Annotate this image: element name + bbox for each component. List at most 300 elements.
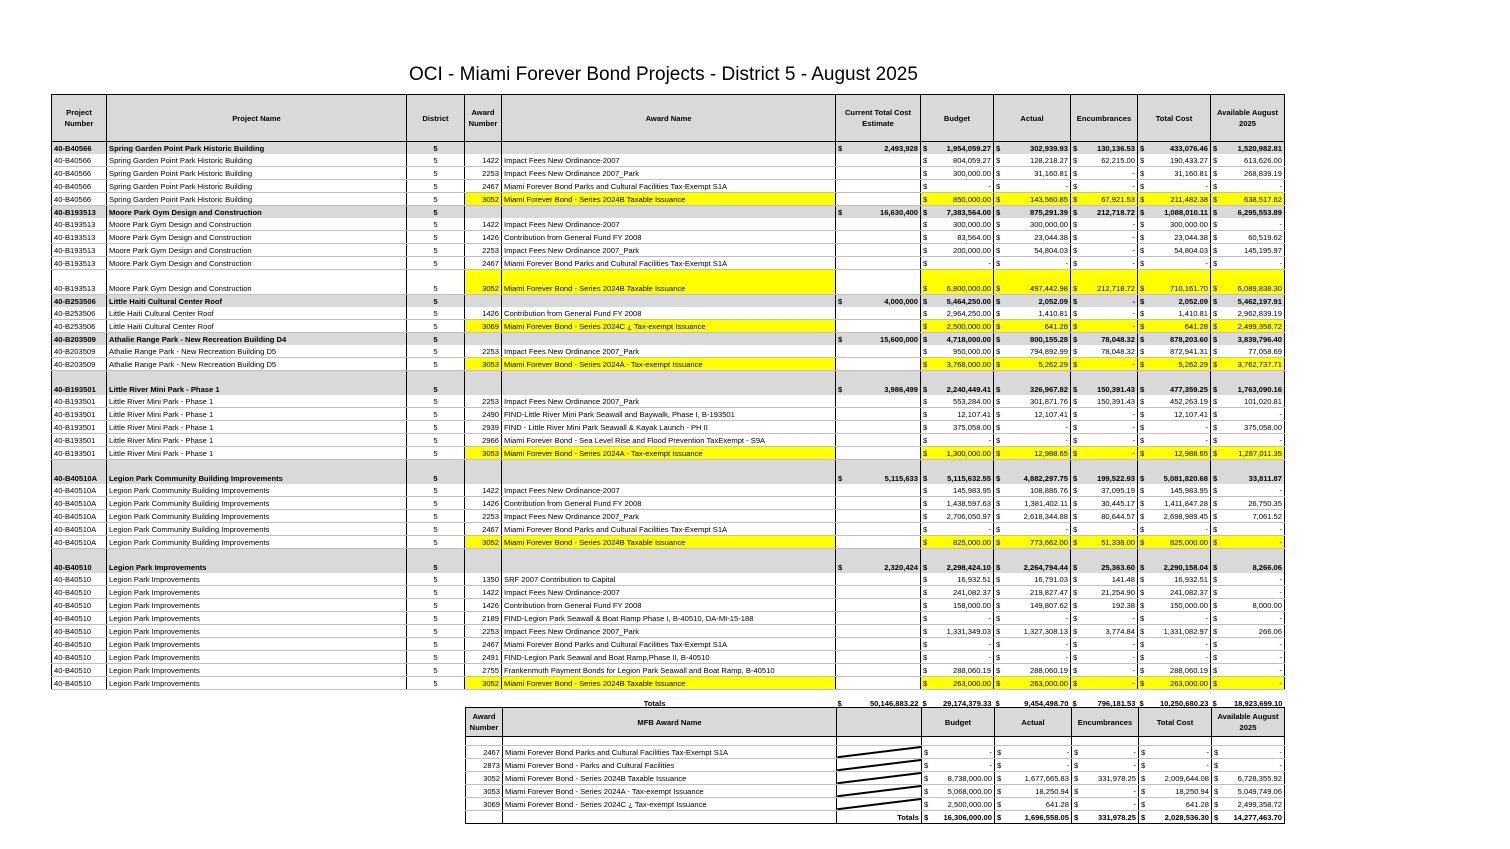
- project-number-cell: 40-B193501: [52, 447, 107, 460]
- money-cell: [1138, 651, 1211, 664]
- money-cell: [994, 573, 1071, 586]
- currency-sign: $: [924, 747, 929, 757]
- money-cell: [1138, 549, 1211, 574]
- amount: 145,983.95: [952, 485, 991, 495]
- amount: -: [1279, 181, 1282, 191]
- award-row: [52, 497, 1285, 510]
- summary-row: [466, 746, 1285, 759]
- currency-sign: $: [923, 143, 928, 153]
- col-estimate: Current Total Cost Estimate: [836, 95, 921, 142]
- money-cell: [1211, 142, 1285, 155]
- award-name-cell: [502, 549, 836, 574]
- money-cell: [1071, 142, 1138, 155]
- currency-sign: $: [996, 409, 1001, 419]
- amount: -: [1065, 422, 1068, 432]
- money-cell: [1071, 612, 1138, 625]
- currency-sign: $: [1073, 587, 1078, 597]
- currency-sign: $: [1140, 396, 1145, 406]
- blank-cell: [1072, 737, 1139, 746]
- currency-sign: $: [1140, 435, 1145, 445]
- currency-sign: $: [1073, 181, 1078, 191]
- currency-sign: $: [1213, 474, 1218, 483]
- money-cell: [921, 549, 994, 574]
- project-number-cell: 40-B40510: [52, 612, 107, 625]
- award-name-cell: [502, 295, 836, 308]
- award-number-cell: [465, 371, 502, 396]
- estimate-cell: [836, 497, 921, 510]
- currency-sign: $: [1073, 511, 1078, 521]
- project-row: [52, 142, 1285, 155]
- money-cell: [1071, 586, 1138, 599]
- currency-sign: $: [1140, 639, 1145, 649]
- amount: -: [1279, 258, 1282, 268]
- district-cell: 5: [407, 154, 465, 167]
- award-number-cell: 2467: [465, 638, 502, 651]
- project-name-cell: Little Haiti Cultural Center Roof: [107, 295, 407, 308]
- amount: 300,000.00: [952, 168, 991, 178]
- currency-sign: $: [923, 168, 928, 178]
- amount: 2,499,358.72: [1237, 321, 1282, 331]
- district-cell: 5: [407, 677, 465, 690]
- currency-sign: $: [1074, 747, 1079, 757]
- currency-sign: $: [838, 334, 843, 344]
- summary-award-name: Miami Forever Bond Parks and Cultural Facilities Tax-Exempt S1A: [503, 746, 837, 759]
- money-cell: [994, 612, 1071, 625]
- amount: 302,939.93: [1029, 143, 1068, 153]
- money-cell: [995, 811, 1072, 824]
- currency-sign: $: [1141, 760, 1146, 770]
- award-number-cell: 1350: [465, 573, 502, 586]
- amount: 54,804.03: [1034, 245, 1068, 255]
- project-row: [52, 206, 1285, 219]
- amount: 804,059.27: [952, 155, 991, 165]
- currency-sign: $: [997, 747, 1002, 757]
- money-cell: [1138, 408, 1211, 421]
- award-row: [52, 408, 1285, 421]
- money-cell: [1071, 460, 1138, 485]
- amount: 2,028,536.30: [1164, 812, 1209, 822]
- amount: 8,000.00: [1252, 600, 1282, 610]
- project-number-cell: 40-B40510: [52, 625, 107, 638]
- money-cell: [994, 664, 1071, 677]
- currency-sign: $: [1140, 652, 1145, 662]
- amount: 1,954,059.27: [946, 143, 991, 153]
- award-number-cell: 3053: [465, 358, 502, 371]
- money-cell: [1211, 586, 1285, 599]
- currency-sign: $: [1073, 143, 1078, 153]
- currency-sign: $: [923, 334, 928, 344]
- currency-sign: $: [923, 563, 928, 572]
- project-number-cell: 40-B193501: [52, 434, 107, 447]
- amount: 12,988.65: [1174, 448, 1208, 458]
- money-cell: [921, 651, 994, 664]
- project-name-cell: Little River Mini Park - Phase 1: [107, 371, 407, 396]
- award-name-cell: Impact Fees New Ordinance 2007_Park: [502, 510, 836, 523]
- amount: 212,718.72: [1096, 207, 1135, 217]
- currency-sign: $: [1213, 308, 1218, 318]
- currency-sign: $: [1213, 665, 1218, 675]
- award-number-cell: [465, 142, 502, 155]
- money-cell: [1138, 358, 1211, 371]
- currency-sign: $: [1073, 321, 1078, 331]
- money-cell: [1071, 345, 1138, 358]
- award-row: [52, 270, 1285, 295]
- award-name-cell: Miami Forever Bond - Series 2024B Taxable Issuance: [502, 193, 836, 206]
- award-name-cell: Impact Fees New Ordinance 2007_Park: [502, 625, 836, 638]
- district-cell: 5: [407, 408, 465, 421]
- award-name-cell: Miami Forever Bond - Sea Level Rise and Flood Prevention TaxExempt - S9A: [502, 434, 836, 447]
- currency-sign: $: [1214, 747, 1219, 757]
- project-name-cell: Moore Park Gym Design and Construction: [107, 244, 407, 257]
- currency-sign: $: [1140, 321, 1145, 331]
- amount: 16,306,000.00: [943, 812, 992, 822]
- project-name-cell: Moore Park Gym Design and Construction: [107, 257, 407, 270]
- district-cell: 5: [407, 510, 465, 523]
- amount: 331,978.25: [1097, 773, 1136, 783]
- amount: 878,203.60: [1169, 334, 1208, 344]
- currency-sign: $: [923, 232, 928, 242]
- currency-sign: $: [924, 812, 929, 822]
- award-name-cell: Miami Forever Bond Parks and Cultural Facilities Tax-Exempt S1A: [502, 257, 836, 270]
- money-cell: [1071, 408, 1138, 421]
- amount: 18,250.94: [1175, 786, 1209, 796]
- amount: 638,517.62: [1243, 194, 1282, 204]
- project-number-cell: 40-B40510: [52, 664, 107, 677]
- award-row: [52, 523, 1285, 536]
- amount: 3,774.84: [1105, 626, 1135, 636]
- money-cell: [1071, 320, 1138, 333]
- amount: -: [1205, 639, 1208, 649]
- amount: 67,921.53: [1101, 194, 1135, 204]
- summary-col-encumbrances: Encumbrances: [1072, 708, 1139, 737]
- currency-sign: $: [838, 563, 843, 572]
- currency-sign: $: [1140, 626, 1145, 636]
- money-cell: [1211, 497, 1285, 510]
- project-number-cell: 40-B40510A: [52, 460, 107, 485]
- amount: 452,263.19: [1169, 396, 1208, 406]
- money-cell: [1138, 193, 1211, 206]
- award-name-cell: Miami Forever Bond - Series 2024A - Tax-exempt Issuance: [502, 447, 836, 460]
- project-name-cell: Legion Park Improvements: [107, 586, 407, 599]
- estimate-cell: [836, 244, 921, 257]
- amount: -: [1133, 760, 1136, 770]
- money-cell: [922, 798, 995, 811]
- currency-sign: $: [996, 524, 1001, 534]
- money-cell: [1138, 484, 1211, 497]
- money-cell: [994, 549, 1071, 574]
- money-cell: [1211, 510, 1285, 523]
- amount: 83,564.00: [957, 232, 991, 242]
- project-number-cell: 40-B253506: [52, 295, 107, 308]
- summary-totals-label: Totals: [837, 811, 922, 824]
- currency-sign: $: [1140, 665, 1145, 675]
- money-cell: [994, 307, 1071, 320]
- currency-sign: $: [1141, 786, 1146, 796]
- currency-sign: $: [1140, 245, 1145, 255]
- money-cell: [994, 586, 1071, 599]
- money-cell: [1138, 180, 1211, 193]
- project-name-cell: Little Haiti Cultural Center Roof: [107, 320, 407, 333]
- project-row: [52, 460, 1285, 485]
- amount: 2,706,050.97: [946, 511, 991, 521]
- award-number-cell: [465, 333, 502, 346]
- currency-sign: $: [923, 435, 928, 445]
- money-cell: [1071, 497, 1138, 510]
- money-cell: [1211, 677, 1285, 690]
- money-cell: [1211, 523, 1285, 536]
- amount: 850,000.00: [952, 194, 991, 204]
- currency-sign: $: [923, 485, 928, 495]
- amount: 12,107.41: [1174, 409, 1208, 419]
- money-cell: [1138, 295, 1211, 308]
- strike-cell: [837, 798, 922, 811]
- award-number-cell: 2253: [465, 167, 502, 180]
- estimate-cell: [836, 270, 921, 295]
- amount: 2,962,839.19: [1237, 308, 1282, 318]
- amount: 1,088,010.11: [1164, 207, 1208, 217]
- project-name-cell: Moore Park Gym Design and Construction: [107, 218, 407, 231]
- estimate-cell: [836, 167, 921, 180]
- currency-sign: $: [996, 168, 1001, 178]
- money-cell: [1138, 154, 1211, 167]
- amount: -: [988, 258, 991, 268]
- currency-sign: $: [1140, 511, 1145, 521]
- district-cell: 5: [407, 320, 465, 333]
- award-row: [52, 231, 1285, 244]
- amount: 5,262.29: [1178, 359, 1208, 369]
- award-name-cell: Impact Fees New Ordinance 2007_Park: [502, 395, 836, 408]
- amount: 192.38: [1111, 600, 1135, 610]
- money-cell: [1071, 549, 1138, 574]
- currency-sign: $: [1140, 308, 1145, 318]
- amount: 12,107.41: [957, 409, 991, 419]
- amount: 641.28: [1044, 321, 1068, 331]
- amount: -: [1066, 747, 1069, 757]
- currency-sign: $: [1213, 600, 1218, 610]
- currency-sign: $: [1140, 485, 1145, 495]
- money-cell: [1138, 638, 1211, 651]
- estimate-cell: [836, 180, 921, 193]
- estimate-cell: [836, 677, 921, 690]
- amount: 1,381,402.11: [1024, 498, 1068, 508]
- amount: 130,136.53: [1096, 143, 1135, 153]
- amount: 26,750.35: [1248, 498, 1282, 508]
- award-number-cell: 2253: [465, 625, 502, 638]
- amount: -: [1132, 613, 1135, 623]
- col-actual: Actual: [994, 95, 1071, 142]
- money-cell: [994, 460, 1071, 485]
- award-number-cell: 1426: [465, 497, 502, 510]
- award-row: [52, 536, 1285, 549]
- currency-sign: $: [923, 346, 928, 356]
- project-name-cell: Little River Mini Park - Phase 1: [107, 421, 407, 434]
- currency-sign: $: [1213, 574, 1218, 584]
- currency-sign: $: [1213, 385, 1218, 394]
- currency-sign: $: [996, 385, 1001, 394]
- money-cell: [921, 612, 994, 625]
- money-cell: [1211, 154, 1285, 167]
- project-number-cell: 40-B193513: [52, 218, 107, 231]
- money-cell: [1138, 573, 1211, 586]
- currency-sign: $: [1212, 698, 1217, 708]
- currency-sign: $: [1140, 537, 1145, 547]
- currency-sign: $: [996, 652, 1001, 662]
- currency-sign: $: [1072, 698, 1077, 708]
- currency-sign: $: [1074, 786, 1079, 796]
- summary-blank-row: [466, 737, 1285, 746]
- currency-sign: $: [996, 511, 1001, 521]
- district-cell: 5: [407, 270, 465, 295]
- amount: 263,000.00: [952, 678, 991, 688]
- money-cell: [994, 295, 1071, 308]
- amount: -: [1132, 409, 1135, 419]
- award-name-cell: Miami Forever Bond Parks and Cultural Facilities Tax-Exempt S1A: [502, 180, 836, 193]
- amount: 200,000.00: [952, 245, 991, 255]
- project-number-cell: 40-B253506: [52, 307, 107, 320]
- amount: 2,009,644.08: [1164, 773, 1209, 783]
- currency-sign: $: [1214, 773, 1219, 783]
- money-cell: [1211, 371, 1285, 396]
- award-name-cell: Miami Forever Bond - Series 2024B Taxable Issuance: [502, 536, 836, 549]
- award-number-cell: 1426: [465, 599, 502, 612]
- amount: 641.28: [1184, 321, 1208, 331]
- col-encumbrances: Encumbrances: [1071, 95, 1138, 142]
- money-cell: [922, 746, 995, 759]
- currency-sign: $: [996, 359, 1001, 369]
- currency-sign: $: [1073, 155, 1078, 165]
- district-cell: 5: [407, 421, 465, 434]
- currency-sign: $: [996, 639, 1001, 649]
- currency-sign: $: [1073, 524, 1078, 534]
- district-cell: 5: [407, 638, 465, 651]
- district-cell: 5: [407, 549, 465, 574]
- money-cell: [1138, 677, 1211, 690]
- estimate-cell: [836, 320, 921, 333]
- money-cell: [1138, 218, 1211, 231]
- money-cell: [1138, 257, 1211, 270]
- amount: 4,718,000.00: [946, 334, 991, 344]
- money-cell: [994, 497, 1071, 510]
- money-cell: [1211, 218, 1285, 231]
- money-cell: [836, 142, 921, 155]
- currency-sign: $: [1073, 498, 1078, 508]
- amount: 1,411,847.28: [1164, 498, 1208, 508]
- currency-sign: $: [996, 155, 1001, 165]
- project-name-cell: Athalie Range Park - New Recreation Building D5: [107, 345, 407, 358]
- amount: -: [1132, 678, 1135, 688]
- amount: -: [1206, 747, 1209, 757]
- district-cell: 5: [407, 395, 465, 408]
- currency-sign: $: [996, 587, 1001, 597]
- project-name-cell: Legion Park Improvements: [107, 677, 407, 690]
- currency-sign: $: [996, 563, 1001, 572]
- currency-sign: $: [923, 613, 928, 623]
- money-cell: [994, 599, 1071, 612]
- money-cell: [994, 218, 1071, 231]
- currency-sign: $: [838, 143, 843, 153]
- currency-sign: $: [1213, 613, 1218, 623]
- currency-sign: $: [1140, 207, 1145, 217]
- amount: -: [1133, 799, 1136, 809]
- award-name-cell: Miami Forever Bond Parks and Cultural Facilities Tax-Exempt S1A: [502, 638, 836, 651]
- money-cell: [994, 651, 1071, 664]
- project-number-cell: 40-B253506: [52, 320, 107, 333]
- money-cell: [1211, 167, 1285, 180]
- amount: 794,892.99: [1029, 346, 1068, 356]
- amount: 477,359.25: [1169, 385, 1208, 394]
- project-number-cell: 40-B193513: [52, 270, 107, 295]
- amount: 2,298,424.10: [946, 563, 991, 572]
- amount: 5,262.29: [1038, 359, 1068, 369]
- award-name-cell: Impact Fees New Ordinance-2007: [502, 484, 836, 497]
- estimate-cell: [836, 536, 921, 549]
- district-cell: 5: [407, 612, 465, 625]
- project-number-cell: 40-B40566: [52, 167, 107, 180]
- money-cell: [1071, 573, 1138, 586]
- project-number-cell: 40-B193501: [52, 371, 107, 396]
- money-cell: [1071, 395, 1138, 408]
- award-name-cell: Miami Forever Bond - Series 2024A - Tax-exempt Issuance: [502, 358, 836, 371]
- amount: 16,932.51: [1174, 574, 1208, 584]
- district-cell: 5: [407, 358, 465, 371]
- currency-sign: $: [923, 639, 928, 649]
- money-cell: [994, 257, 1071, 270]
- currency-sign: $: [1073, 613, 1078, 623]
- money-cell: [1139, 798, 1212, 811]
- currency-sign: $: [996, 485, 1001, 495]
- amount: 31,160.81: [1034, 168, 1068, 178]
- money-cell: [994, 510, 1071, 523]
- amount: 497,442.98: [1029, 284, 1068, 293]
- currency-sign: $: [1073, 168, 1078, 178]
- project-number-cell: 40-B40510A: [52, 523, 107, 536]
- money-cell: [1071, 371, 1138, 396]
- currency-sign: $: [1073, 194, 1078, 204]
- project-row: [52, 333, 1285, 346]
- amount: 2,493,928: [884, 143, 918, 153]
- currency-sign: $: [1073, 422, 1078, 432]
- amount: 8,266.06: [1252, 563, 1282, 572]
- money-cell: [921, 206, 994, 219]
- amount: 8,738,000.00: [947, 773, 992, 783]
- currency-sign: $: [1074, 799, 1079, 809]
- amount: 1,763,090.16: [1237, 385, 1282, 394]
- currency-sign: $: [1213, 143, 1218, 153]
- amount: 3,768,000.00: [946, 359, 991, 369]
- project-name-cell: Legion Park Improvements: [107, 638, 407, 651]
- currency-sign: $: [1213, 359, 1218, 369]
- award-row: [52, 180, 1285, 193]
- amount: -: [988, 652, 991, 662]
- currency-sign: $: [922, 698, 927, 708]
- currency-sign: $: [923, 474, 928, 483]
- money-cell: [1211, 599, 1285, 612]
- currency-sign: $: [1141, 773, 1146, 783]
- currency-sign: $: [1213, 498, 1218, 508]
- money-cell: [1072, 759, 1139, 772]
- money-cell: [921, 270, 994, 295]
- project-name-cell: Athalie Range Park - New Recreation Building D4: [107, 333, 407, 346]
- money-cell: [994, 421, 1071, 434]
- currency-sign: $: [1141, 747, 1146, 757]
- money-cell: [921, 523, 994, 536]
- summary-award-name: Miami Forever Bond - Series 2024C ¿ Tax-exempt Issuance: [503, 798, 837, 811]
- project-name-cell: Spring Garden Point Park Historic Building: [107, 167, 407, 180]
- currency-sign: $: [1073, 448, 1078, 458]
- currency-sign: $: [1073, 652, 1078, 662]
- district-cell: 5: [407, 651, 465, 664]
- currency-sign: $: [1213, 639, 1218, 649]
